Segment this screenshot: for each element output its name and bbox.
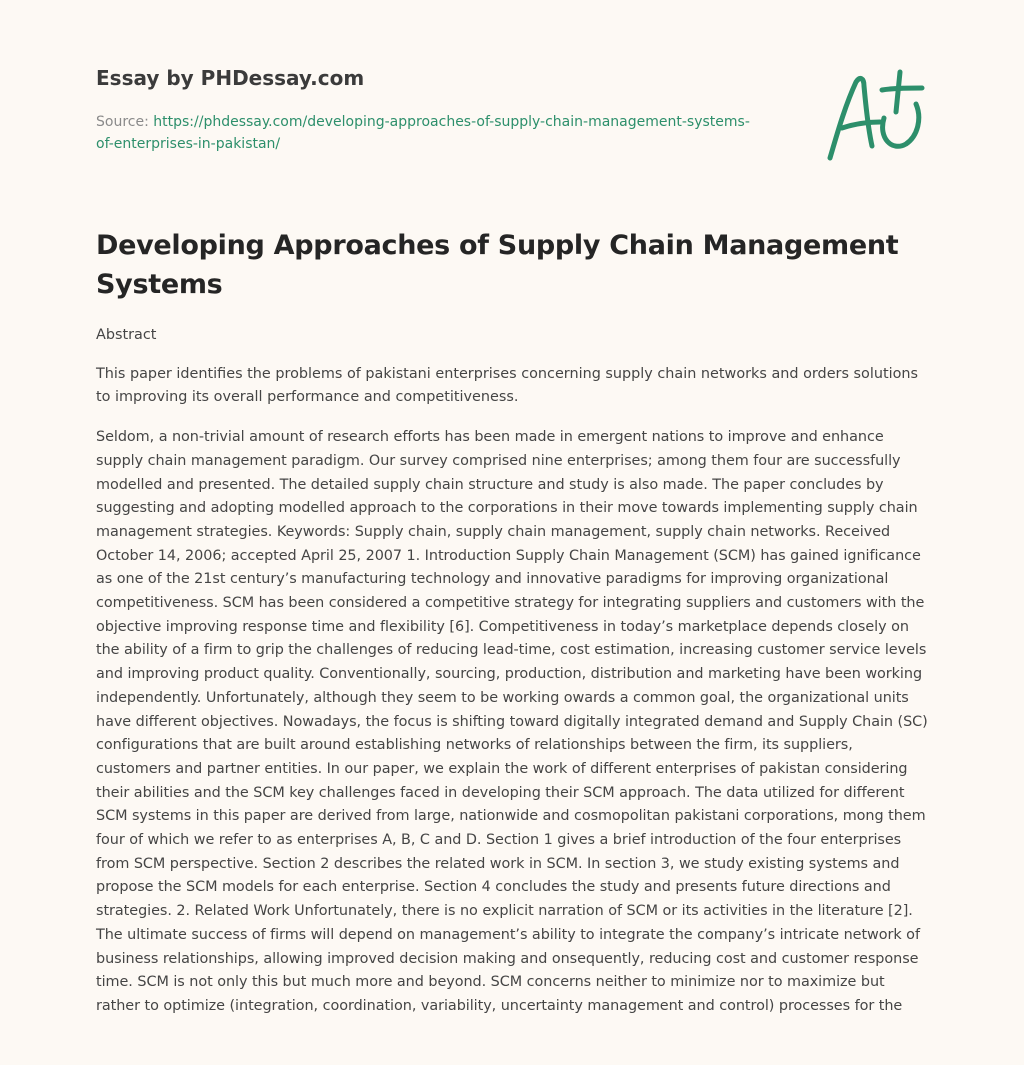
source-link[interactable]: https://phdessay.com/developing-approaches-of-supply-chain-management-systems-of-enterprises-in-pakistan/ [96, 114, 750, 152]
source-label: Source: [96, 114, 154, 130]
body-paragraph: Seldom, a non-trivial amount of research efforts has been made in emergent nations to improve and enhance supply chain management paradigm. Our survey comprised nine enterprises; among them four are successfully modelled and presented. The detailed supply chain structure and study is also made. The paper concludes by suggesting and adopting modelled approach to the corporations in their move towards implementing supply chain management strategies. Keywords: Supply chain, supply chain management, supply chain networks. Received October 14, 2006; accepted April 25, 2007 1. Introduction Supply Chain Management (SCM) has gained ignificance as one of the 21st century’s manufacturing technology and innovative paradigms for improving organizational competitiveness. SCM has been considered a competitive strategy for integrating suppliers and customers with the objective improving response time and flexibility [6]. Competitiveness in today’s marketplace depends closely on the ability of a firm to grip the challenges of reducing lead-time, cost estimation, increasing customer service levels and improving product quality. Conventionally, sourcing, production, distribution and marketing have been working independently. Unfortunately, although they seem to be working owards a common goal, the organizational units have different objectives. Nowadays, the focus is shifting toward digitally integrated demand and Supply Chain (SC) configurations that are built around establishing networks of relationships between the firm, its suppliers, customers and partner entities. In our paper, we explain the work of different enterprises of pakistan considering their abilities and the SCM key challenges faced in developing their SCM approach. The data utilized for different SCM systems in this paper are derived from large, nationwide and cosmopolitan pakistani corporations, mong them four of which we refer to as enterprises A, B, C and D. Section 1 gives a brief introduction of the four enterprises from SCM perspective. Section 2 describes the related work in SCM. In section 3, we study existing systems and propose the SCM models for each enterprise. Section 4 concludes the study and presents future directions and strategies. 2. Related Work Unfortunately, there is no explicit narration of SCM or its activities in the literature [2]. The ultimate success of firms will depend on management’s ability to integrate the company’s intricate network of business relationships, allowing improved decision making and onsequently, reducing cost and customer response time. SCM is not only this but much more and beyond. SCM concerns neither to minimize nor to maximize but rather to optimize (integration, coordination, variability, uncertainty management and control) processes for the [96, 429, 928, 1014]
a-plus-logo [822, 68, 932, 164]
summary-paragraph: This paper identifies the problems of pakistani enterprises concerning supply chain networks and orders solutions to improving its overall performance and competitiveness. [96, 365, 919, 406]
essay-content [96, 324, 928, 1035]
a-plus-logo-icon [822, 68, 932, 164]
source-line [96, 111, 756, 155]
page-header [96, 64, 756, 155]
abstract-label: Abstract [96, 327, 157, 343]
essay-title: Developing Approaches of Supply Chain Management Systems [96, 230, 899, 300]
site-title: Essay by PHDessay.com [96, 66, 365, 90]
